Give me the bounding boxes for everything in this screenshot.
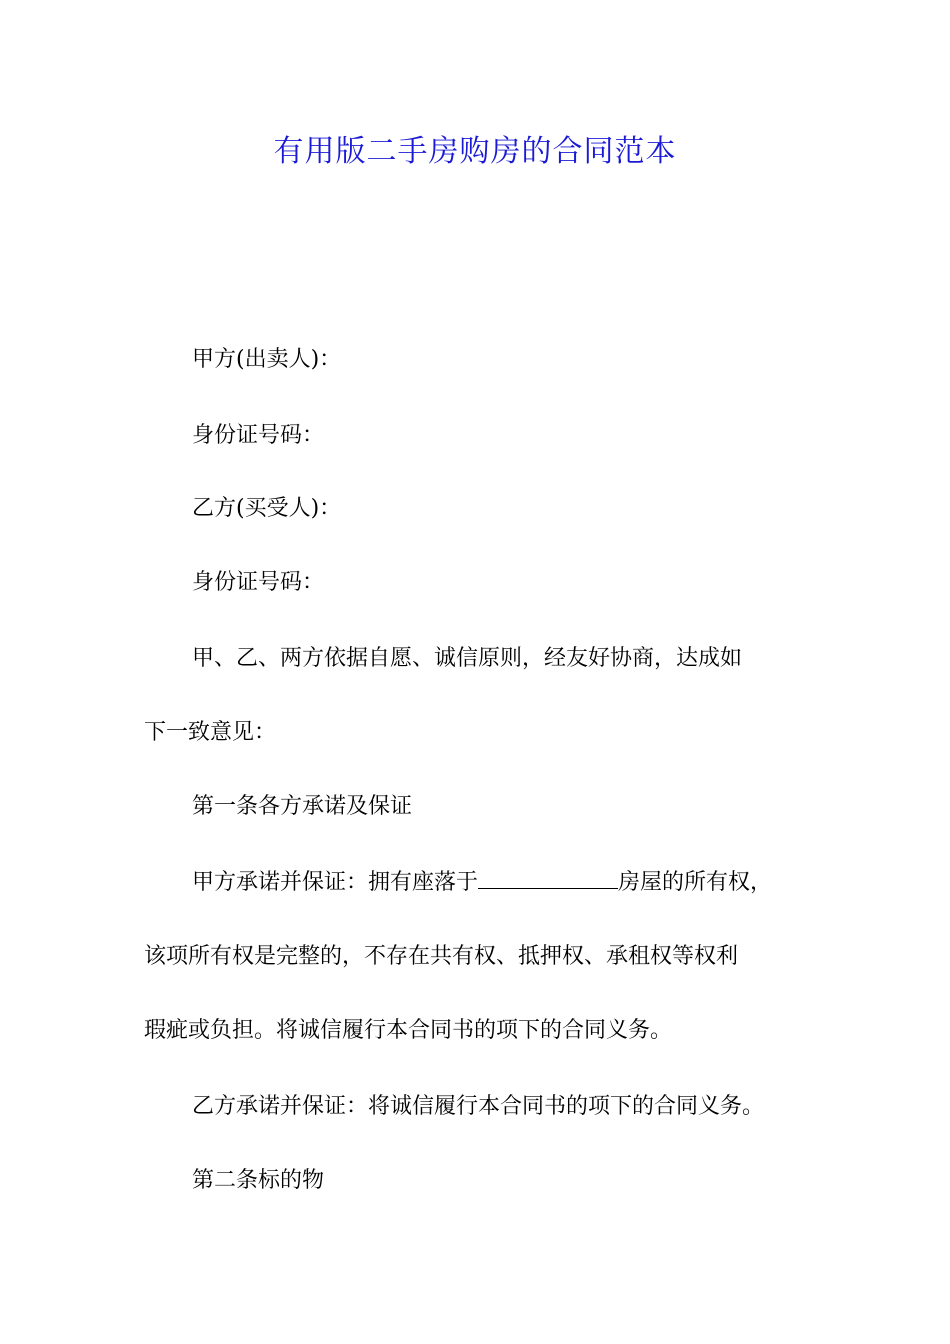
document-title: 有用版二手房购房的合同范本: [273, 134, 677, 169]
party-b-line: 乙方(买受人)：: [192, 496, 342, 521]
party-a-promise-prefix: 甲方承诺并保证：拥有座落于: [192, 870, 479, 895]
intro-line-2: 下一致意见：: [144, 720, 277, 745]
party-b-promise: 乙方承诺并保证：将诚信履行本合同书的项下的合同义务。: [192, 1094, 765, 1119]
party-b-id-line: 身份证号码：: [192, 570, 325, 595]
article-1-heading: 第一条各方承诺及保证: [192, 794, 413, 819]
party-a-promise-line-2: 该项所有权是完整的，不存在共有权、抵押权、承租权等权利: [144, 944, 739, 969]
party-a-promise-suffix: 房屋的所有权，: [618, 870, 773, 895]
party-a-line: 甲方(出卖人)：: [192, 347, 342, 372]
party-a-id-line: 身份证号码：: [192, 423, 325, 448]
article-2-heading: 第二条标的物: [192, 1168, 325, 1193]
party-a-promise-line-1: [192, 865, 862, 901]
party-a-promise-line-3: 瑕疵或负担。将诚信履行本合同书的项下的合同义务。: [144, 1018, 673, 1043]
intro-line-1: 甲、乙、两方依据自愿、诚信原则，经友好协商，达成如: [192, 646, 743, 671]
property-address-blank: [478, 866, 618, 889]
